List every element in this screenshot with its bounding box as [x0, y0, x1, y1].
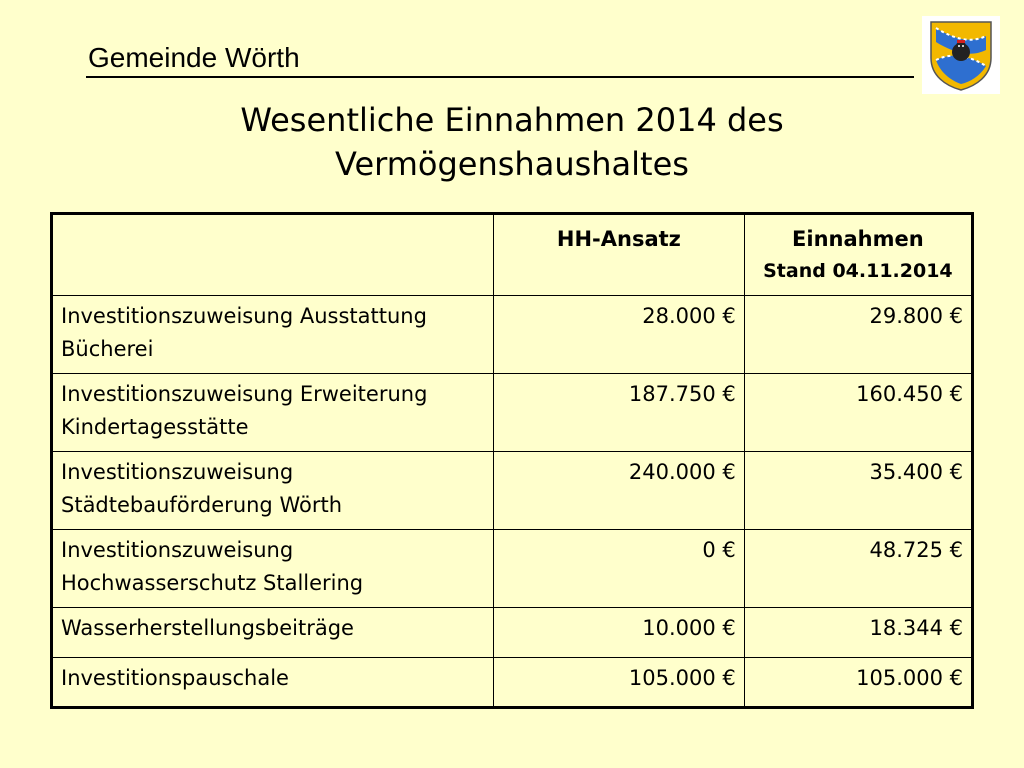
row-label	[52, 530, 494, 608]
row-label: Wasserherstellungsbeiträge	[52, 608, 494, 658]
slide-title-line-2: Vermögenshaushaltes	[335, 145, 689, 183]
table-row	[52, 530, 973, 608]
row-einnahmen: 29.800 €	[744, 296, 972, 374]
table-row	[52, 608, 973, 658]
row-label: Investitionspauschale	[52, 658, 494, 708]
header-label	[52, 214, 494, 296]
header-hh-ansatz-text: HH-Ansatz	[556, 227, 681, 251]
table-row	[52, 452, 973, 530]
row-label	[52, 296, 494, 374]
row-label	[52, 374, 494, 452]
header	[86, 40, 914, 78]
row-einnahmen: 18.344 €	[744, 608, 972, 658]
row-ansatz: 0 €	[494, 530, 745, 608]
header-einnahmen	[744, 214, 972, 296]
row-label-line-2: Kindertagesstätte	[61, 415, 249, 439]
table-row	[52, 374, 973, 452]
revenue-table	[50, 212, 974, 709]
row-label-line-2: Städtebauförderung Wörth	[61, 493, 342, 517]
coat-of-arms-icon	[922, 16, 1000, 94]
row-ansatz: 240.000 €	[494, 452, 745, 530]
table-header-row	[52, 214, 973, 296]
row-label-line-1: Investitionszuweisung Ausstattung	[61, 304, 427, 328]
header-einnahmen-text: Einnahmen	[792, 227, 924, 251]
table-row	[52, 658, 973, 708]
row-einnahmen: 48.725 €	[744, 530, 972, 608]
row-ansatz: 10.000 €	[494, 608, 745, 658]
slide-title-line-1: Wesentliche Einnahmen 2014 des	[240, 101, 784, 139]
row-label-line-1: Investitionszuweisung	[61, 460, 294, 484]
slide-title	[0, 98, 1024, 186]
row-label-line-2: Bücherei	[61, 337, 154, 361]
row-label-line-2: Hochwasserschutz Stallering	[61, 571, 364, 595]
row-ansatz: 105.000 €	[494, 658, 745, 708]
row-einnahmen: 160.450 €	[744, 374, 972, 452]
table-row	[52, 296, 973, 374]
row-einnahmen: 105.000 €	[744, 658, 972, 708]
row-einnahmen: 35.400 €	[744, 452, 972, 530]
header-hh-ansatz	[494, 214, 745, 296]
row-ansatz: 187.750 €	[494, 374, 745, 452]
row-label-line-1: Investitionszuweisung	[61, 538, 294, 562]
header-einnahmen-date: Stand 04.11.2014	[763, 260, 953, 282]
row-label-line-1: Investitionszuweisung Erweiterung	[61, 382, 428, 406]
municipality-name: Gemeinde Wörth	[88, 42, 300, 73]
row-label	[52, 452, 494, 530]
row-ansatz: 28.000 €	[494, 296, 745, 374]
